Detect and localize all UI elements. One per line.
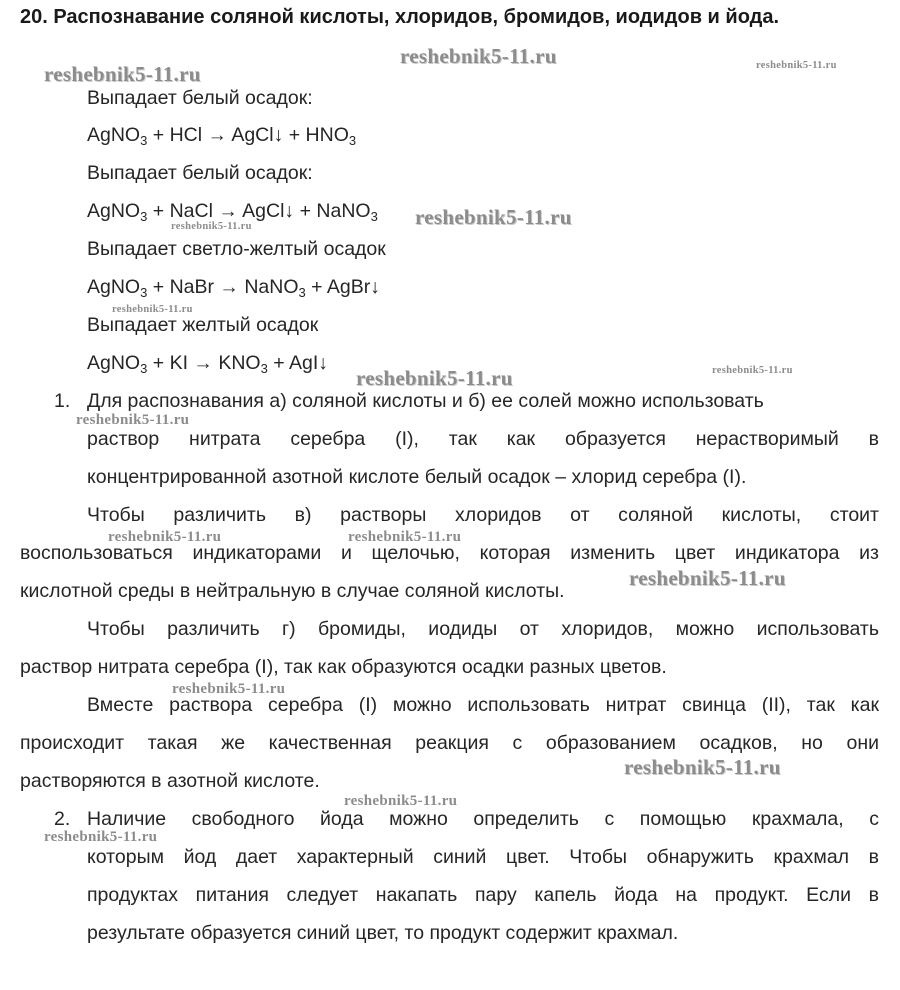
paragraph-line: Вместе раствора серебра (I) можно использовать нитрат свинца (II), так как — [87, 694, 879, 716]
watermark: reshebnik5-11.ru — [344, 793, 458, 809]
watermark: reshebnik5-11.ru — [400, 44, 557, 68]
watermark: reshebnik5-11.ru — [756, 60, 837, 71]
paragraph-line: растворяются в азотной кислоте. — [20, 770, 320, 792]
watermark: reshebnik5-11.ru — [356, 366, 513, 390]
equation-agno3-ki: AgNO$_3$ + KI → $KNO_3$ + AgI↓ — [87, 352, 328, 376]
paragraph-line: Чтобы различить в) растворы хлоридов от соляной кислоты, стоит — [87, 504, 879, 526]
list-item-line: которым йод дает характерный синий цвет. Чтобы обнаружить крахмал в — [87, 846, 879, 868]
watermark: reshebnik5-11.ru — [44, 829, 158, 845]
equation-agno3-nabr: AgNO$_3$ + NaBr → NaNO$_3$ + AgBr↓ — [87, 276, 380, 300]
watermark: reshebnik5-11.ru — [112, 304, 193, 315]
equation-agno3-hcl: AgNO$_3$ + HCl → AgCl↓ + $HNO_3$ — [87, 124, 357, 148]
watermark: reshebnik5-11.ru — [629, 566, 786, 590]
list-item-line: продуктах питания следует накапать пару капель йода на продукт. Если в — [87, 884, 879, 906]
paragraph-line: воспользоваться индикаторами и щелочью, которая изменить цвет индикатора из — [20, 542, 879, 564]
watermark: reshebnik5-11.ru — [76, 412, 190, 428]
precipitate-note: Выпадает желтый осадок — [87, 314, 319, 336]
list-item-line: раствор нитрата серебра (I), так как образуется нерастворимый в — [87, 428, 879, 450]
paragraph-line: кислотной среды в нейтральную в случае соляной кислоты. — [20, 580, 565, 602]
watermark: reshebnik5-11.ru — [172, 681, 286, 697]
section-heading: 20. Распознавание соляной кислоты, хлоридов, бромидов, иодидов и йода. — [20, 6, 780, 28]
watermark: reshebnik5-11.ru — [44, 62, 201, 86]
list-item-line: Наличие свободного йода можно определить с помощью крахмала, с — [87, 808, 879, 830]
precipitate-note: Выпадает белый осадок: — [87, 87, 313, 109]
paragraph-line: происходит такая же качественная реакция с образованием осадков, но они — [20, 732, 879, 754]
list-number: 2. — [54, 808, 71, 830]
paragraph-line: раствор нитрата серебра (I), так как образуются осадки разных цветов. — [20, 656, 667, 678]
watermark: reshebnik5-11.ru — [348, 529, 462, 545]
list-item-line: результате образуется синий цвет, то продукт содержит крахмал. — [87, 922, 679, 944]
watermark: reshebnik5-11.ru — [712, 365, 793, 376]
watermark: reshebnik5-11.ru — [108, 529, 222, 545]
watermark: reshebnik5-11.ru — [171, 221, 252, 232]
watermark: reshebnik5-11.ru — [624, 755, 781, 779]
list-item-line: Для распознавания а) соляной кислоты и б) ее солей можно использовать — [87, 390, 764, 412]
equation-agno3-nacl: AgNO$_3$ + NaCl → AgCl↓ + NaNO$_3$ — [87, 200, 378, 224]
list-item-line: концентрированной азотной кислоте белый осадок – хлорид серебра (I). — [87, 466, 747, 488]
precipitate-note: Выпадает светло-желтый осадок — [87, 238, 386, 260]
list-number: 1. — [54, 390, 71, 412]
precipitate-note: Выпадает белый осадок: — [87, 162, 313, 184]
paragraph-line: Чтобы различить г) бромиды, иодиды от хлоридов, можно использовать — [87, 618, 879, 640]
watermark: reshebnik5-11.ru — [415, 205, 572, 229]
